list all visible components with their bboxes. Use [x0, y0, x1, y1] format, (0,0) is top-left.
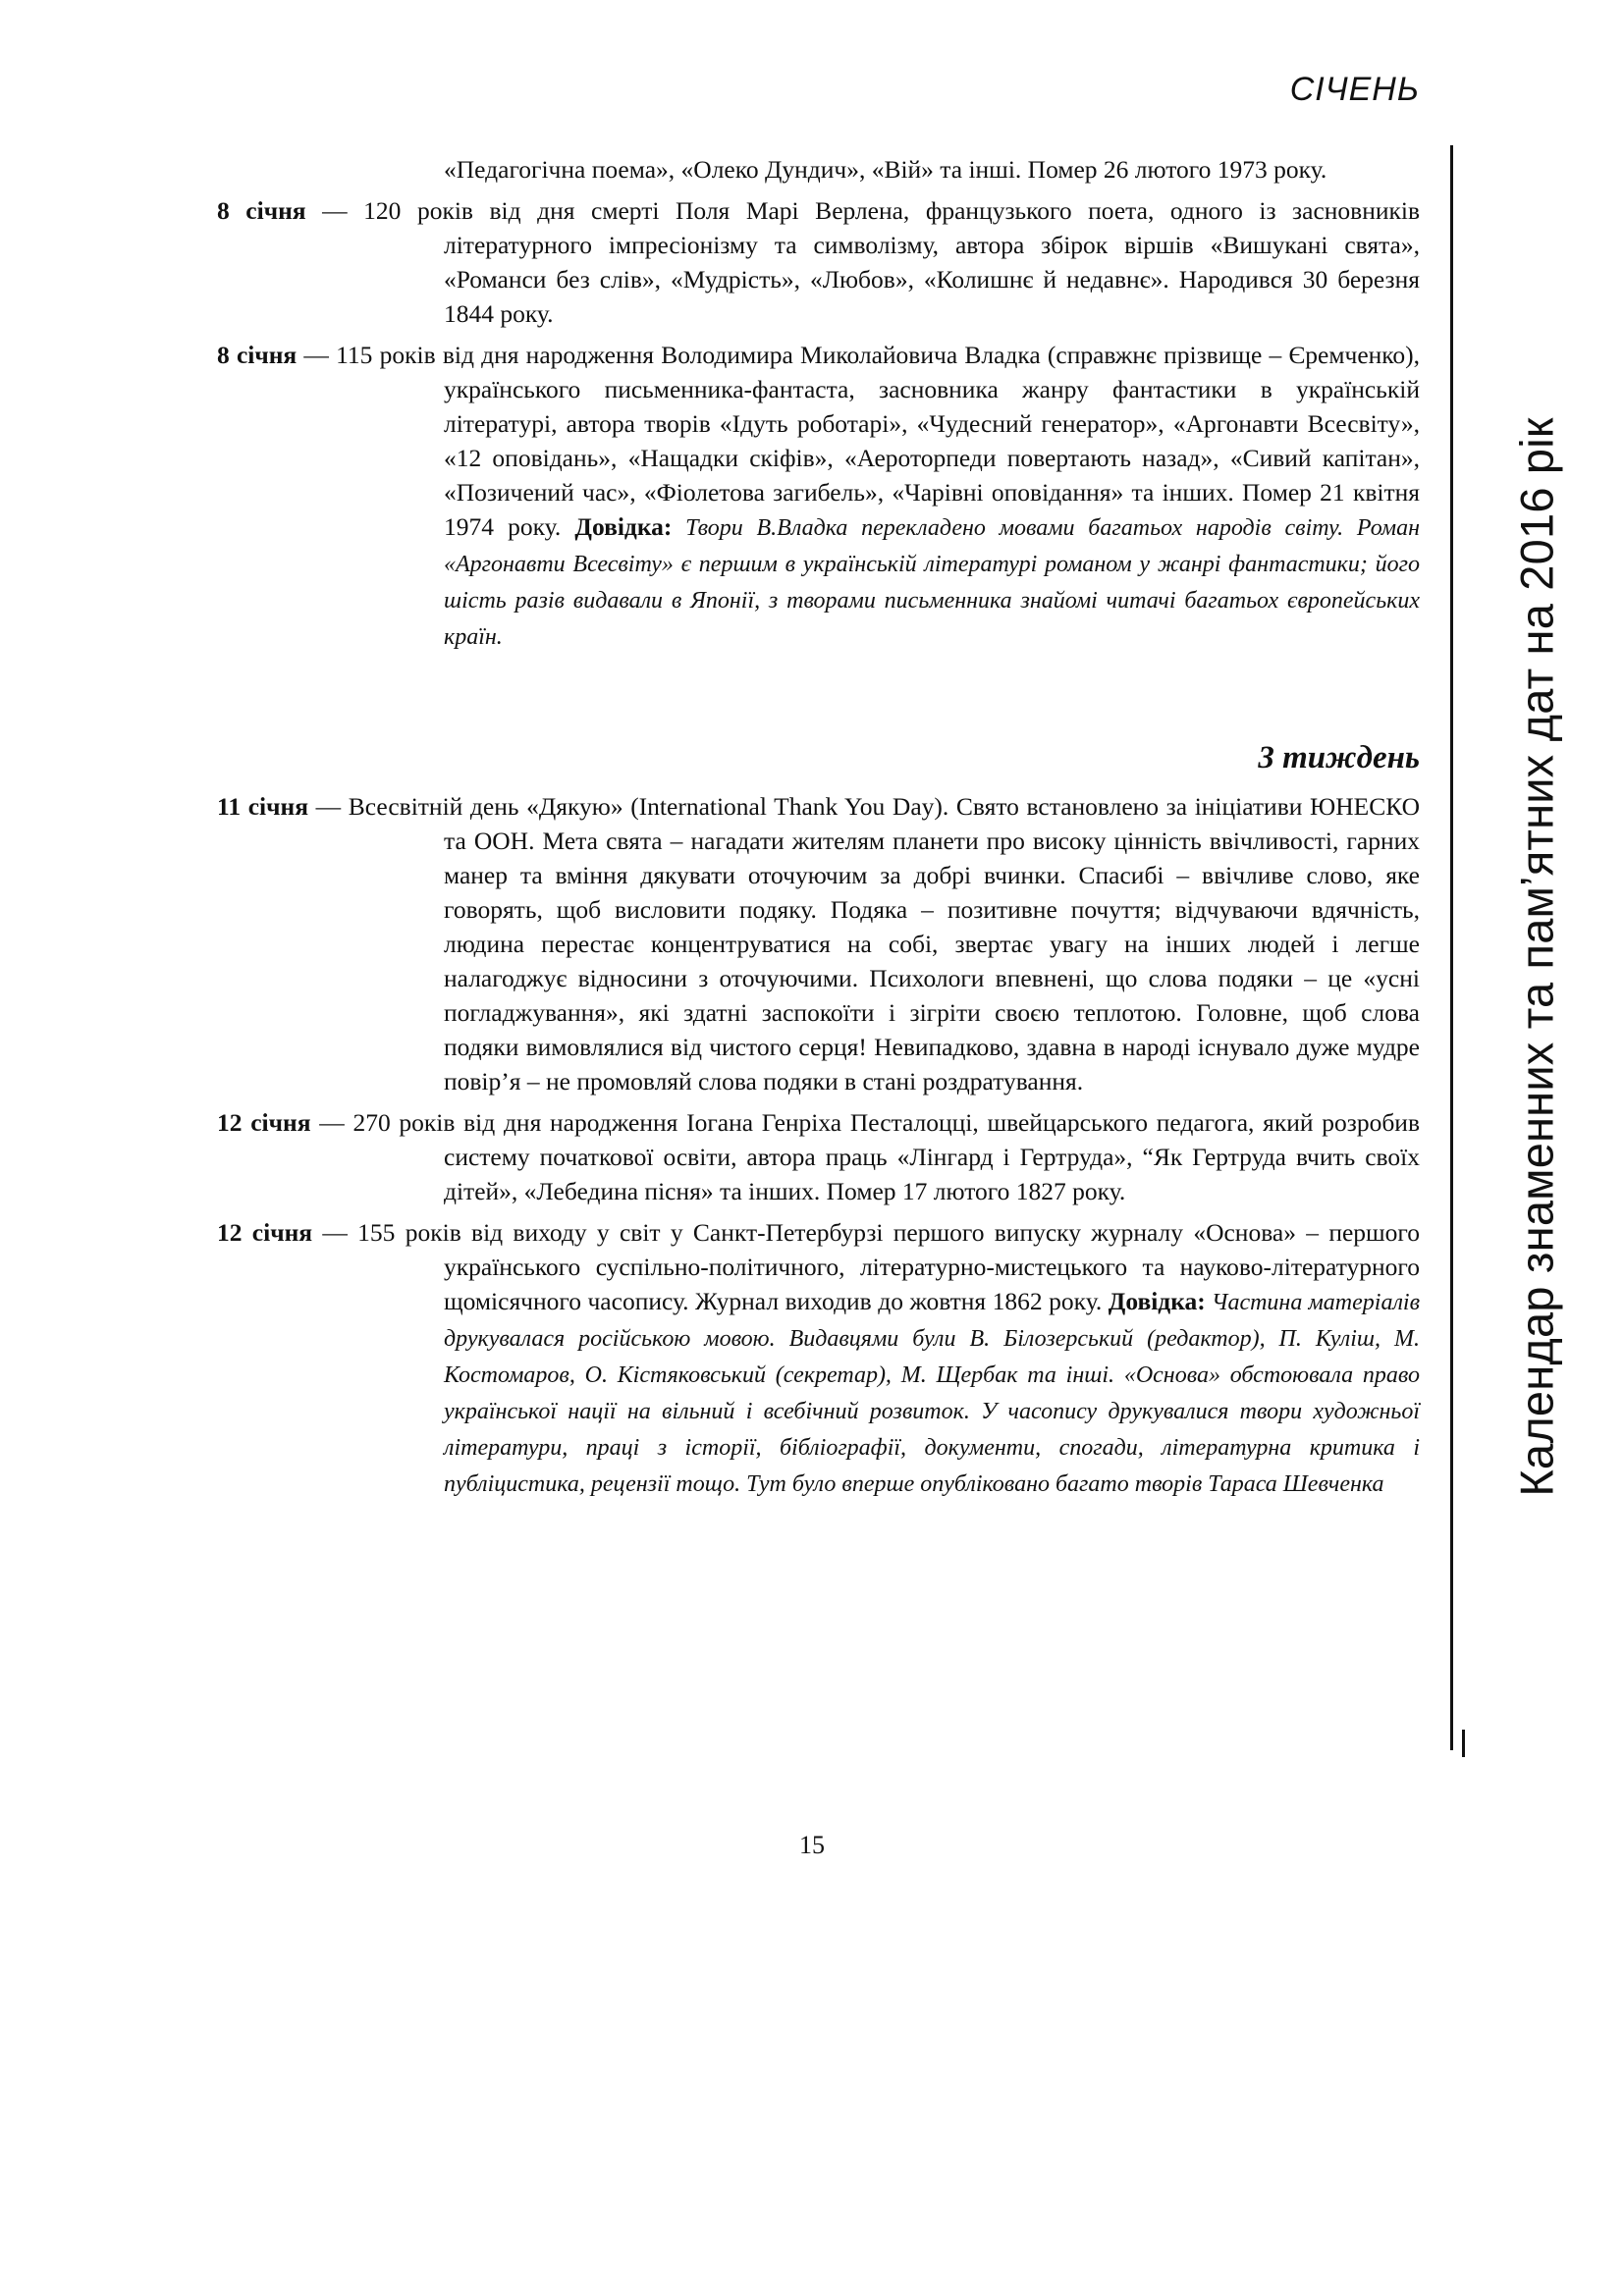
entry-text: — 155 років від виходу у світ у Санкт-Петербурзі першого випуску журналу «Основа» – першого українського суспільно-політичного, літературно-мистецького та науково-літературного щомісячного часопису. Журнал виходив до жовтня 1862 року. — [312, 1218, 1420, 1315]
week-title: 3 тиждень — [1258, 740, 1420, 775]
reference-note: Твори В.Владка перекладено мовами багатьох народів світу. Роман «Аргонавти Всесвіту» є першим в українській літературі романом у жанрі фантастики; його шість разів видавали в Японії, з творами письменника знайомі читачі багатьох європейських країн. — [444, 515, 1421, 650]
entry-date: 11 січня — [217, 792, 308, 821]
entry-date: 12 січня — [217, 1218, 313, 1247]
page-number: 15 — [799, 1831, 825, 1859]
entry-vladko — [217, 338, 1420, 655]
entry-text: — 270 років від дня народження Іогана Генріха Песталоцці, швейцарського педагога, який розробив систему початкової освіти, автора праць «Лінгард і Гертруда», “Як Гертруда вчить своїх дітей», «Лебедина пісня» та інших. Помер 17 лютого 1827 року. — [310, 1108, 1420, 1205]
side-title: Календар знаменних та пам’ятних дат на 2016 рік — [1510, 417, 1563, 1497]
entry-text: — Всесвітній день «Дякую» (International Thank You Day). Свято встановлено за ініціативи ЮНЕСКО та ООН. Мета свята – нагадати жителям планети про високу цінність ввічливості, гарних манер та вміння дякувати оточуючим за добрі вчинки. Спасибі – ввічливе слово, яке говорять, щоб висловити подяку. Подяка – позитивне почуття; відчуваючи вдячність, людина перестає концентруватися на собі, звертає увагу на інших людей і легше налагоджує відносини з оточуючими. Психологи впевнені, що слова подяки – це «усні погладжування», які здатні заспокоїти і зігріти своєю теплотою. Головне, щоб слова подяки вимовлялися від чистого серця! Невипадково, здавна в народі існувало дуже мудре повір’я – не промовляй слова подяки в стані роздратування. — [308, 792, 1420, 1095]
reference-label: Довідка: — [574, 512, 673, 541]
reference-note: Частина матеріалів друкувалася російською мовою. Видавцями були В. Білозерський (редактор), П. Куліш, М. Костомаров, О. Кістяковський (секретар), М. Щербак та інші. «Основа» обстоювала право української нації на вільний і всебічний розвиток. У часопису друкувалися твори художньої літератури, праці з історії, бібліографії, документи, спогади, літературна критика і публіцистика, рецензії тощо. Тут було вперше опубліковано багато творів Тараса Шевченка — [444, 1290, 1420, 1497]
entry-date: 8 січня — [217, 341, 298, 369]
entry-text: — 120 років від дня смерті Поля Марі Верлена, французького поета, одного із засновників літературного імпресіонізму та символізму, автора збірок віршів «Вишукані свята», «Романси без слів», «Мудрість», «Любов», «Колишнє й недавнє». Народився 30 березня 1844 року. — [305, 196, 1421, 328]
entry-thank-you-day — [217, 789, 1420, 1098]
entry-date: 8 січня — [217, 196, 306, 225]
main-content — [217, 152, 1420, 1509]
entry-continuation — [217, 152, 1420, 187]
entry-text: «Педагогічна поема», «Олеко Дундич», «Вій» та інші. Помер 26 лютого 1973 року. — [444, 155, 1327, 184]
entry-date: 12 січня — [217, 1108, 311, 1137]
entry-pestalozzi — [217, 1105, 1420, 1208]
entry-verlaine — [217, 193, 1420, 331]
reference-label: Довідка: — [1108, 1287, 1206, 1315]
vertical-rule — [1450, 145, 1453, 1750]
entry-osnova-journal — [217, 1215, 1420, 1502]
vertical-rule-tail — [1462, 1730, 1465, 1757]
running-header-month: СІЧЕНЬ — [1289, 71, 1420, 108]
entry-text: — 115 років від дня народження Володимира Миколайовича Владка (справжнє прізвище – Єремченко), українського письменника-фантаста, засновника жанру фантастики в українській літературі, автора творів «Ідуть роботарі», «Чудесний генератор», «Аргонавти Всесвіту», «12 оповідань», «Нащадки скіфів», «Аероторпеди повертають назад», «Сивий капітан», «Позичений час», «Фіолетова загибель», «Чарівні оповідання» та інших. Помер 21 квітня 1974 року. — [297, 341, 1420, 541]
